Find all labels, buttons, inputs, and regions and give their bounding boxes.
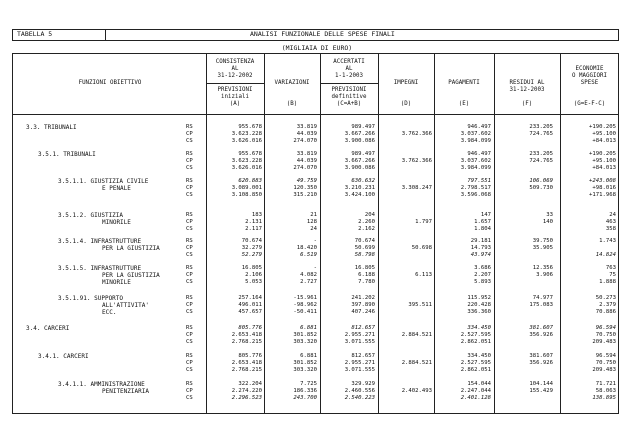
table-cell: 6.188 xyxy=(358,272,375,279)
row-group-label: 3.5.1.4. INFRASTRUTTURE xyxy=(58,238,142,245)
row-type-code: CP xyxy=(186,185,193,192)
table-cell: 336.360 xyxy=(467,309,491,316)
table-cell: 763 xyxy=(605,265,616,271)
table-cell: 128 xyxy=(306,219,317,226)
table-cell: 812.657 xyxy=(351,325,375,331)
row-group-label: PER LA GIUSTIZIA xyxy=(102,272,160,280)
row-group-label: MINORILE xyxy=(102,219,131,227)
table-cell: 183 xyxy=(251,212,262,218)
table-cell: 209.483 xyxy=(592,367,616,374)
table-cell: 3.037.602 xyxy=(460,131,491,138)
table-cell: 2.401.128 xyxy=(460,395,491,402)
table-cell: 14.793 xyxy=(470,245,491,252)
table-cell: 2.653.418 xyxy=(231,332,262,339)
table-cell: 509.730 xyxy=(529,185,553,192)
table-cell: 3.071.555 xyxy=(344,367,375,374)
table-cell: 3.210.231 xyxy=(344,185,375,192)
table-cell: 6.881 xyxy=(300,353,317,359)
table-cell: 44.039 xyxy=(296,158,317,165)
table-cell: 955.678 xyxy=(238,124,262,130)
table-cell: 2.540.223 xyxy=(344,395,375,402)
table-cell: 322.204 xyxy=(238,381,262,387)
table-cell: 115.952 xyxy=(467,295,491,301)
table-cell: 138.895 xyxy=(592,395,616,402)
row-group-label: E PENALE xyxy=(102,185,131,193)
table-cell: 50.273 xyxy=(595,295,616,301)
table-cell: 3.762.366 xyxy=(401,158,432,165)
table-cell: 3.984.099 xyxy=(460,138,491,145)
table-cell: 70.674 xyxy=(354,238,375,244)
table-cell: 2.955.271 xyxy=(344,332,375,339)
table-cell: 3.686 xyxy=(474,265,491,271)
table-cell: 5.053 xyxy=(245,279,262,286)
table-cell: 329.929 xyxy=(351,381,375,387)
row-group-label: ECC. xyxy=(102,309,117,317)
table-cell: 3.596.068 xyxy=(460,192,491,199)
table-cell: 147 xyxy=(480,212,491,218)
table-cell: 140 xyxy=(542,219,553,226)
table-cell: 257.164 xyxy=(238,295,262,301)
table-cell: 3.037.602 xyxy=(460,158,491,165)
table-cell: 274.070 xyxy=(293,138,317,145)
row-type-code: RS xyxy=(186,265,193,271)
table-cell: 2.798.517 xyxy=(460,185,491,192)
row-group-label: 3.4. CARCERI xyxy=(26,325,70,332)
table-cell: 74.977 xyxy=(532,295,553,301)
table-cell: 805.776 xyxy=(238,325,262,331)
table-cell: 3.623.228 xyxy=(231,158,262,165)
table-cell: 2.162 xyxy=(358,226,375,233)
table-cell: 620.883 xyxy=(238,178,262,184)
row-group-label: PER LA GIUSTIZIA xyxy=(102,245,160,253)
row-type-code: RS xyxy=(186,295,193,301)
table-cell: 2.768.215 xyxy=(231,339,262,346)
table-cell: 220.428 xyxy=(467,302,491,309)
col-header-accertati: ACCERTATI AL 1-1-2003 xyxy=(333,59,365,79)
table-cell: 2.131 xyxy=(245,219,262,226)
table-cell: 43.974 xyxy=(470,252,491,259)
table-cell: 3.667.266 xyxy=(344,131,375,138)
row-group-label: 3.5.1.91. SUPPORTO xyxy=(58,295,124,302)
row-type-code: RS xyxy=(186,353,193,359)
table-cell: 334.450 xyxy=(467,353,491,359)
row-type-code: CS xyxy=(186,279,193,286)
table-cell: 243.700 xyxy=(293,395,317,402)
table-cell: 71.721 xyxy=(595,381,616,387)
table-cell: 381.607 xyxy=(529,325,553,331)
table-cell: 989.497 xyxy=(351,151,375,157)
table-cell: 3.108.850 xyxy=(231,192,262,199)
table-cell: 50.698 xyxy=(411,245,432,252)
table-cell: 2.884.521 xyxy=(401,332,432,339)
table-cell: 2.260 xyxy=(358,219,375,226)
table-cell: +171.968 xyxy=(589,192,616,199)
table-cell: 70.750 xyxy=(595,360,616,367)
table-cell: 797.551 xyxy=(467,178,491,184)
table-cell: 3.623.228 xyxy=(231,131,262,138)
table-cell: 33.819 xyxy=(296,124,317,130)
table-cell: 209.483 xyxy=(592,339,616,346)
table-cell: 2.207 xyxy=(474,272,491,279)
table-cell: 2.527.595 xyxy=(460,360,491,367)
table-cell: 58.063 xyxy=(595,388,616,395)
table-cell: 1.888 xyxy=(599,279,616,286)
table-cell: 946.497 xyxy=(467,124,491,130)
row-type-code: CP xyxy=(186,245,193,252)
row-type-code: CS xyxy=(186,367,193,374)
table-cell: 955.678 xyxy=(238,151,262,157)
table-cell: 39.750 xyxy=(532,238,553,244)
table-cell: 3.984.099 xyxy=(460,165,491,172)
table-cell: 989.497 xyxy=(351,124,375,130)
units-caption: (MIGLIAIA DI EURO) xyxy=(281,44,353,52)
row-type-code: CP xyxy=(186,388,193,395)
row-type-code: RS xyxy=(186,178,193,184)
col-subheader-previsioni-definitive: PREVISIONI definitive (C=A+B) xyxy=(331,87,367,107)
table-cell: 52.279 xyxy=(241,252,262,259)
row-group-label: 3.5.1.2. GIUSTIZIA xyxy=(58,212,124,219)
table-cell: 35.905 xyxy=(532,245,553,252)
table-cell: 3.762.366 xyxy=(401,131,432,138)
table-cell: 724.765 xyxy=(529,158,553,165)
row-group-label: 3.4.1. CARCERI xyxy=(38,353,89,360)
table-cell: 3.667.266 xyxy=(344,158,375,165)
table-cell: 2.274.220 xyxy=(231,388,262,395)
table-cell: 334.450 xyxy=(467,325,491,331)
table-cell: +84.013 xyxy=(592,165,616,172)
col-header-economie: ECONOMIE O MAGGIORI SPESE xyxy=(572,66,607,86)
row-type-code: CS xyxy=(186,252,193,259)
table-cell: 2.653.418 xyxy=(231,360,262,367)
table-cell: 24 xyxy=(310,226,317,233)
table-cell: +95.100 xyxy=(592,131,616,138)
row-type-code: CS xyxy=(186,192,193,199)
row-type-code: CP xyxy=(186,272,193,279)
table-cell: 14.824 xyxy=(595,252,616,259)
table-cell: 2.460.556 xyxy=(344,388,375,395)
table-cell: 7.780 xyxy=(358,279,375,286)
table-cell: 2.296.523 xyxy=(231,395,262,402)
table-cell: -15.961 xyxy=(293,295,317,301)
table-cell: 630.632 xyxy=(351,178,375,184)
col-header-variazioni: VARIAZIONI xyxy=(274,80,310,86)
table-cell: +243.008 xyxy=(589,178,616,184)
table-cell: 3.626.016 xyxy=(231,165,262,172)
row-type-code: CS xyxy=(186,339,193,346)
row-type-code: CS xyxy=(186,309,193,316)
table-cell: 3.906 xyxy=(536,272,553,279)
table-cell: 104.144 xyxy=(529,381,553,387)
row-type-code: RS xyxy=(186,238,193,244)
table-cell: 303.320 xyxy=(293,339,317,346)
col-header-pagamenti: PAGAMENTI xyxy=(448,80,480,86)
table-cell: 29.181 xyxy=(470,238,491,244)
table-cell: 204 xyxy=(364,212,375,218)
table-cell: 303.320 xyxy=(293,367,317,374)
table-cell: 2.106 xyxy=(245,272,262,279)
table-cell: 44.039 xyxy=(296,131,317,138)
table-cell: -50.411 xyxy=(293,309,317,316)
table-cell: 457.657 xyxy=(238,309,262,316)
table-cell: 301.852 xyxy=(293,360,317,367)
table-cell: 233.205 xyxy=(529,124,553,130)
table-cell: 6.881 xyxy=(300,325,317,331)
row-group-label: 3.4.1.1. AMMINISTRAZIONE xyxy=(58,381,145,388)
table-cell: - xyxy=(313,265,317,271)
table-cell: 946.497 xyxy=(467,151,491,157)
table-cell: 2.117 xyxy=(245,226,262,233)
table-cell: 2.527.595 xyxy=(460,332,491,339)
table-cell: 49.759 xyxy=(296,178,317,184)
table-cell: 724.765 xyxy=(529,131,553,138)
table-cell: 155.429 xyxy=(529,388,553,395)
table-cell: 12.356 xyxy=(532,265,553,271)
table-cell: 70.750 xyxy=(595,332,616,339)
table-cell: 1.797 xyxy=(415,219,432,226)
table-cell: 805.776 xyxy=(238,353,262,359)
table-cell: 356.926 xyxy=(529,332,553,339)
table-cell: - xyxy=(313,238,317,244)
table-cell: 496.011 xyxy=(238,302,262,309)
row-type-code: RS xyxy=(186,151,193,157)
table-cell: 58.798 xyxy=(354,252,375,259)
col-subheader-e: (E) xyxy=(458,101,470,107)
table-cell: 2.768.215 xyxy=(231,367,262,374)
table-cell: 2.884.521 xyxy=(401,360,432,367)
table-cell: 6.113 xyxy=(415,272,432,279)
table-cell: 106.069 xyxy=(529,178,553,184)
table-cell: 175.083 xyxy=(529,302,553,309)
table-cell: +95.100 xyxy=(592,158,616,165)
table-cell: 3.071.555 xyxy=(344,339,375,346)
col-header-funzioni: FUNZIONI OBIETTIVO xyxy=(78,80,142,86)
row-type-code: CP xyxy=(186,332,193,339)
row-type-code: CP xyxy=(186,219,193,226)
row-type-code: RS xyxy=(186,124,193,130)
col-subheader-b: (B) xyxy=(286,101,298,107)
table-cell: 2.247.044 xyxy=(460,388,491,395)
table-number: TABELLA 5 xyxy=(17,30,53,38)
page-title: ANALISI FUNZIONALE DELLE SPESE FINALI xyxy=(250,30,395,38)
row-group-label: 3.5.1.5. INFRASTRUTTURE xyxy=(58,265,142,272)
col-header-residui: RESIDUI AL 31-12-2003 xyxy=(509,80,545,93)
table-cell: 463 xyxy=(605,219,616,226)
table-cell: 2.379 xyxy=(599,302,616,309)
table-cell: 395.511 xyxy=(408,302,432,309)
row-type-code: CP xyxy=(186,131,193,138)
table-cell: 356.926 xyxy=(529,360,553,367)
table-cell: 1.743 xyxy=(599,238,616,244)
table-cell: 24 xyxy=(609,212,616,218)
table-cell: 407.246 xyxy=(351,309,375,316)
table-cell: 96.594 xyxy=(595,353,616,359)
table-cell: 75 xyxy=(609,272,616,279)
table-cell: 70.886 xyxy=(595,309,616,316)
table-cell: -98.962 xyxy=(293,302,317,309)
table-cell: 315.210 xyxy=(293,192,317,199)
table-cell: 2.862.051 xyxy=(460,367,491,374)
table-cell: +190.205 xyxy=(589,151,616,157)
table-cell: 18.420 xyxy=(296,245,317,252)
row-group-label: ALL'ATTIVITA' xyxy=(102,302,149,310)
table-cell: 4.082 xyxy=(300,272,317,279)
row-type-code: CP xyxy=(186,360,193,367)
row-type-code: RS xyxy=(186,325,193,331)
table-cell: +190.205 xyxy=(589,124,616,130)
table-cell: 397.890 xyxy=(351,302,375,309)
col-subheader-previsioni-iniziali: PREVISIONI iniziali (A) xyxy=(217,87,253,107)
row-type-code: CP xyxy=(186,302,193,309)
table-cell: 6.519 xyxy=(300,252,317,259)
col-subheader-d: (D) xyxy=(400,101,412,107)
row-type-code: RS xyxy=(186,212,193,218)
row-group-label: 3.5.1.1. GIUSTIZIA CIVILE xyxy=(58,178,149,185)
table-cell: 120.350 xyxy=(293,185,317,192)
row-type-code: CP xyxy=(186,158,193,165)
table-cell: 32.279 xyxy=(241,245,262,252)
table-cell: 1.657 xyxy=(474,219,491,226)
table-cell: 186.336 xyxy=(293,388,317,395)
table-cell: 3.900.086 xyxy=(344,138,375,145)
row-type-code: CS xyxy=(186,395,193,402)
row-type-code: CS xyxy=(186,165,193,172)
table-cell: 16.805 xyxy=(241,265,262,271)
table-cell: 21 xyxy=(310,212,317,218)
row-type-code: CS xyxy=(186,138,193,145)
table-cell: 3.308.247 xyxy=(401,185,432,192)
col-header-consistenza: CONSISTENZA AL 31-12-2002 xyxy=(215,59,255,79)
table-cell: 3.626.016 xyxy=(231,138,262,145)
table-cell: 2.955.271 xyxy=(344,360,375,367)
table-cell: 241.202 xyxy=(351,295,375,301)
table-cell: 301.852 xyxy=(293,332,317,339)
table-cell: 1.804 xyxy=(474,226,491,233)
table-cell: 358 xyxy=(605,226,616,233)
table-cell: 2.862.051 xyxy=(460,339,491,346)
table-cell: 3.900.086 xyxy=(344,165,375,172)
row-type-code: CS xyxy=(186,226,193,233)
table-cell: 233.205 xyxy=(529,151,553,157)
table-cell: +84.013 xyxy=(592,138,616,145)
table-cell: 2.402.493 xyxy=(401,388,432,395)
table-cell: 16.805 xyxy=(354,265,375,271)
table-cell: 274.070 xyxy=(293,165,317,172)
table-cell: 33 xyxy=(546,212,553,218)
row-group-label: 3.5.1. TRIBUNALI xyxy=(38,151,96,158)
table-cell: 5.893 xyxy=(474,279,491,286)
row-group-label: 3.3. TRIBUNALI xyxy=(26,124,77,131)
table-cell: 154.044 xyxy=(467,381,491,387)
table-cell: +98.016 xyxy=(592,185,616,192)
table-cell: 3.424.100 xyxy=(344,192,375,199)
table-cell: 3.089.001 xyxy=(231,185,262,192)
table-cell: 7.725 xyxy=(300,381,317,387)
table-cell: 381.607 xyxy=(529,353,553,359)
col-subheader-g: (G=E-F-C) xyxy=(573,101,606,107)
table-cell: 70.674 xyxy=(241,238,262,244)
table-cell: 50.699 xyxy=(354,245,375,252)
table-cell: 33.819 xyxy=(296,151,317,157)
table-cell: 2.727 xyxy=(300,279,317,286)
table-cell: 96.594 xyxy=(595,325,616,331)
row-group-label: PENITENZIARIA xyxy=(102,388,149,396)
col-header-impegni: IMPEGNI xyxy=(393,80,419,86)
table-cell: 812.657 xyxy=(351,353,375,359)
row-group-label: MINORILE xyxy=(102,279,131,287)
col-subheader-f: (F) xyxy=(521,101,533,107)
row-type-code: RS xyxy=(186,381,193,387)
